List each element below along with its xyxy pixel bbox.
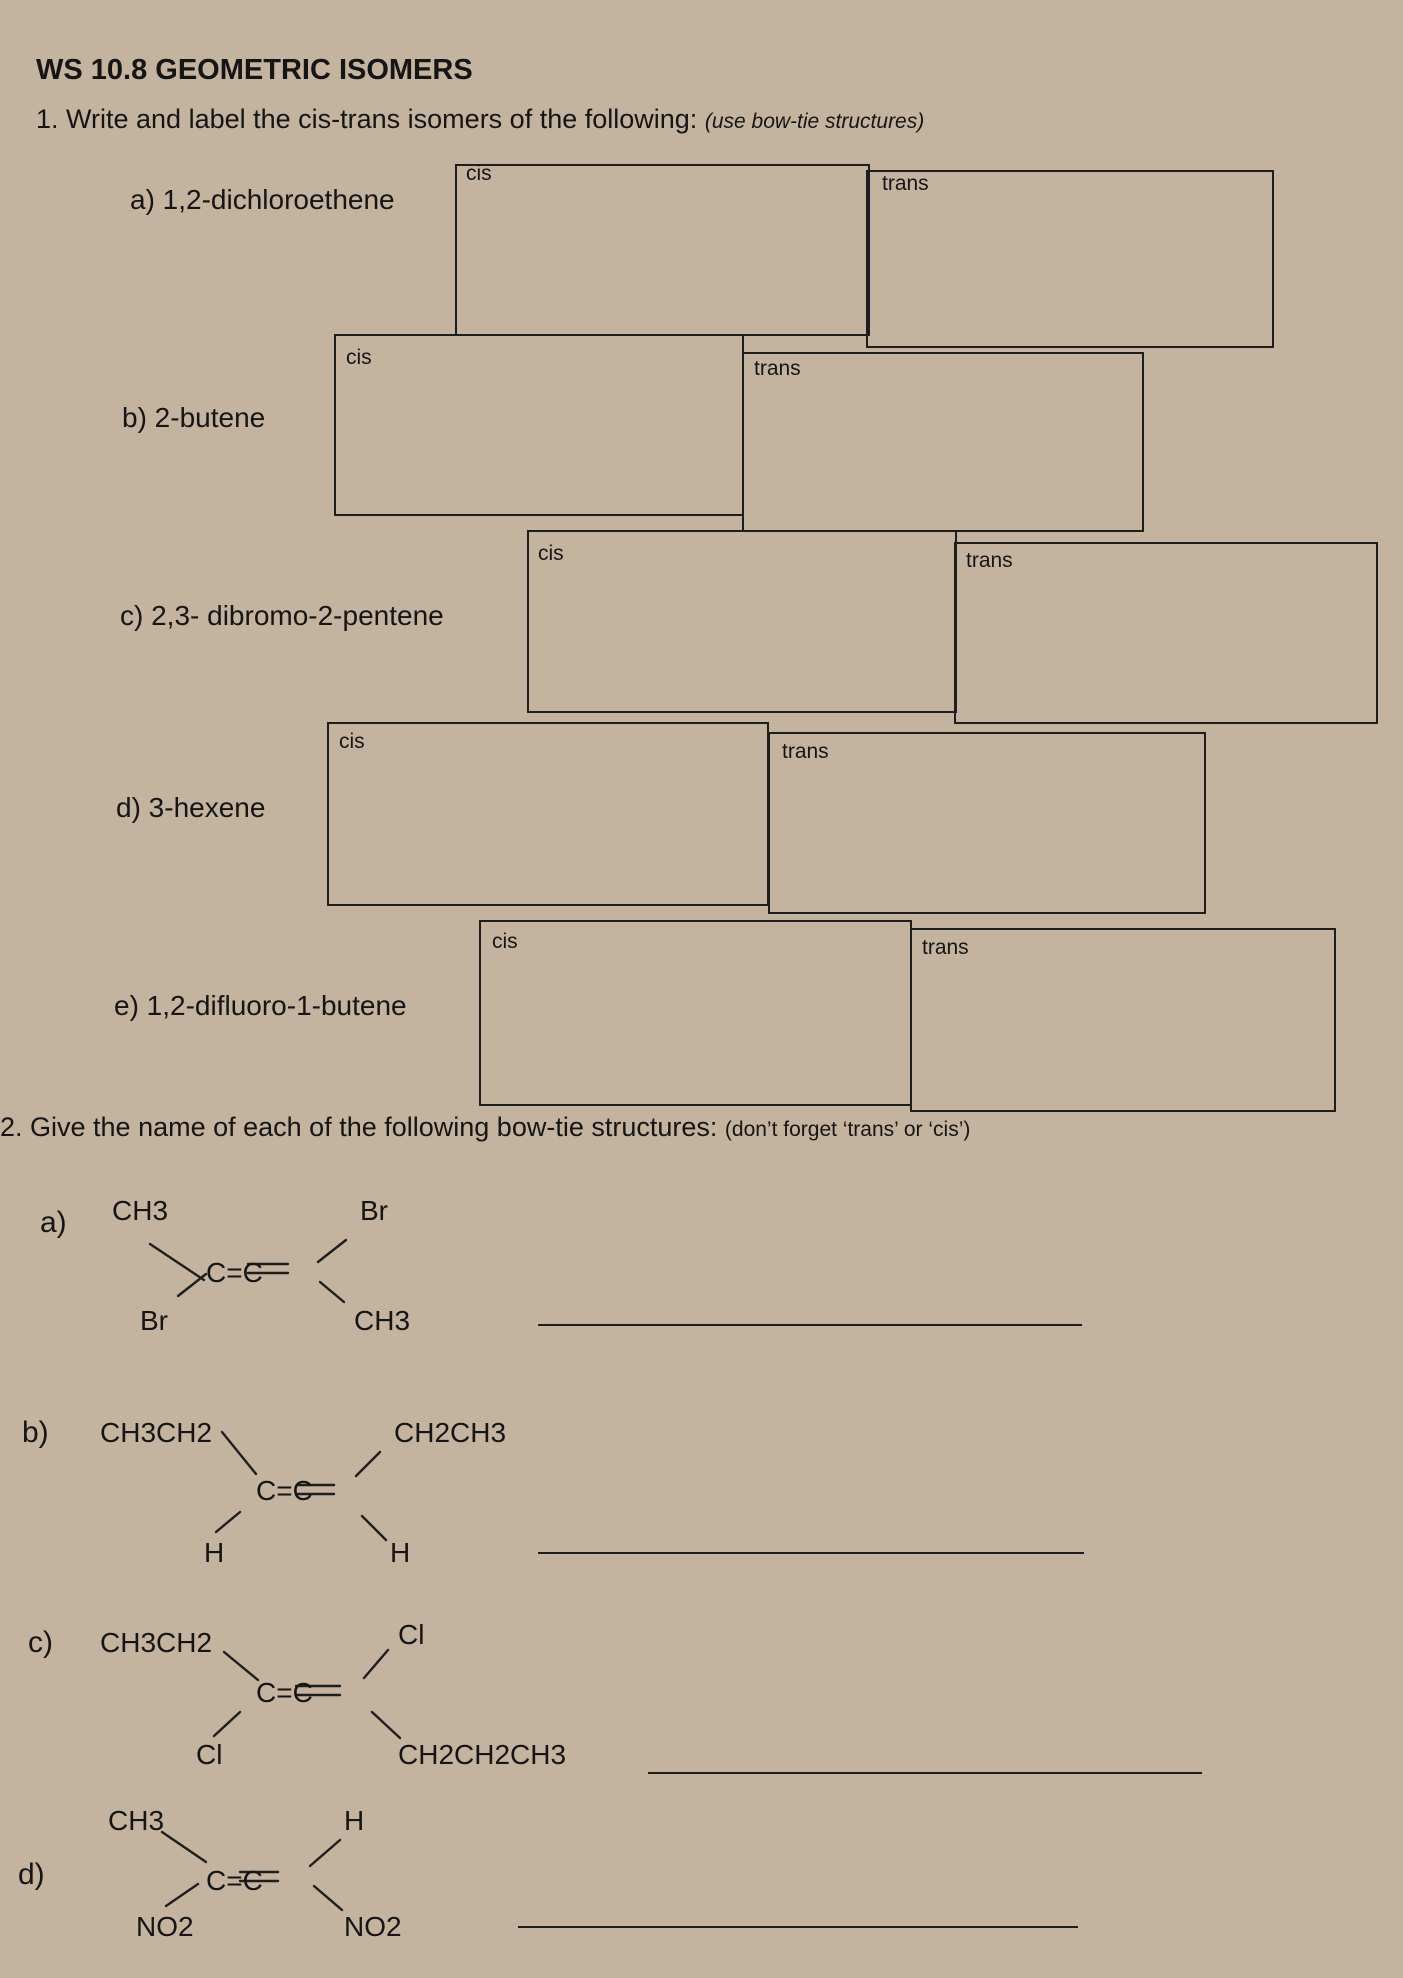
answer-blank-c[interactable] [648,1772,1202,1774]
item-e-trans-label: trans [922,936,969,959]
structure-a-top-right: Br [360,1195,388,1226]
item-d-label: d) 3-hexene [116,792,266,823]
question-1-text: 1. Write and label the cis-trans isomers of the following: [36,104,698,134]
structure-b-top-left: CH3CH2 [100,1417,213,1448]
structure-a-bottom-right: CH3 [354,1305,411,1336]
structure-d-top-right: H [344,1805,365,1836]
structure-c-top-right: Cl [398,1619,425,1650]
question-2-note: (don’t forget ‘trans’ or ‘cis’) [724,1118,971,1141]
structure-c-letter: c) [28,1626,53,1659]
item-d-cis-label: cis [339,730,365,753]
structure-b-double-bond: C=C [256,1475,313,1506]
answer-blank-a[interactable] [538,1324,1082,1326]
item-b-trans-label: trans [754,357,801,380]
structure-d-letter: d) [18,1858,45,1891]
item-a-label: a) 1,2-dichloroethene [130,184,395,215]
item-e-cis-label: cis [492,930,518,953]
structure-c-top-left: CH3CH2 [100,1627,213,1658]
structure-a-top-left: CH3 [112,1195,169,1226]
worksheet-title: WS 10.8 GEOMETRIC ISOMERS [36,54,473,86]
item-d-trans-label: trans [782,740,829,763]
item-e-label: e) 1,2-difluoro-1-butene [114,990,407,1021]
answer-blank-d[interactable] [518,1926,1078,1928]
question-2-text: 2. Give the name of each of the following bow-tie structures: [0,1112,718,1142]
structure-d-bottom-left: NO2 [136,1911,194,1942]
question-1-note: (use bow-tie structures) [704,110,925,133]
item-a-trans-label: trans [882,172,929,195]
structure-b-top-right: CH2CH3 [394,1417,507,1448]
item-c-cis-label: cis [538,542,564,565]
answer-blank-b[interactable] [538,1552,1084,1554]
structure-a-letter: a) [40,1206,67,1239]
item-a-cis-label: cis [466,162,492,185]
structure-d-top-left: CH3 [108,1805,165,1836]
structure-b-bottom-left: H [204,1537,225,1568]
structure-c-double-bond: C=C [256,1677,313,1708]
structure-d-double-bond: C=C [206,1865,263,1896]
item-c-trans-label: trans [966,549,1013,572]
structure-b-letter: b) [22,1416,49,1449]
structure-d-bottom-right: NO2 [344,1911,402,1942]
structure-c-bottom-left: Cl [196,1739,223,1770]
structure-a-double-bond: C=C [206,1257,263,1288]
item-b-label: b) 2-butene [122,402,266,433]
item-c-label: c) 2,3- dibromo-2-pentene [120,600,444,631]
structure-b-bottom-right: H [390,1537,411,1568]
item-b-cis-label: cis [346,346,372,369]
structure-a-bottom-left: Br [140,1305,168,1336]
structure-c-bottom-right: CH2CH2CH3 [398,1739,567,1770]
